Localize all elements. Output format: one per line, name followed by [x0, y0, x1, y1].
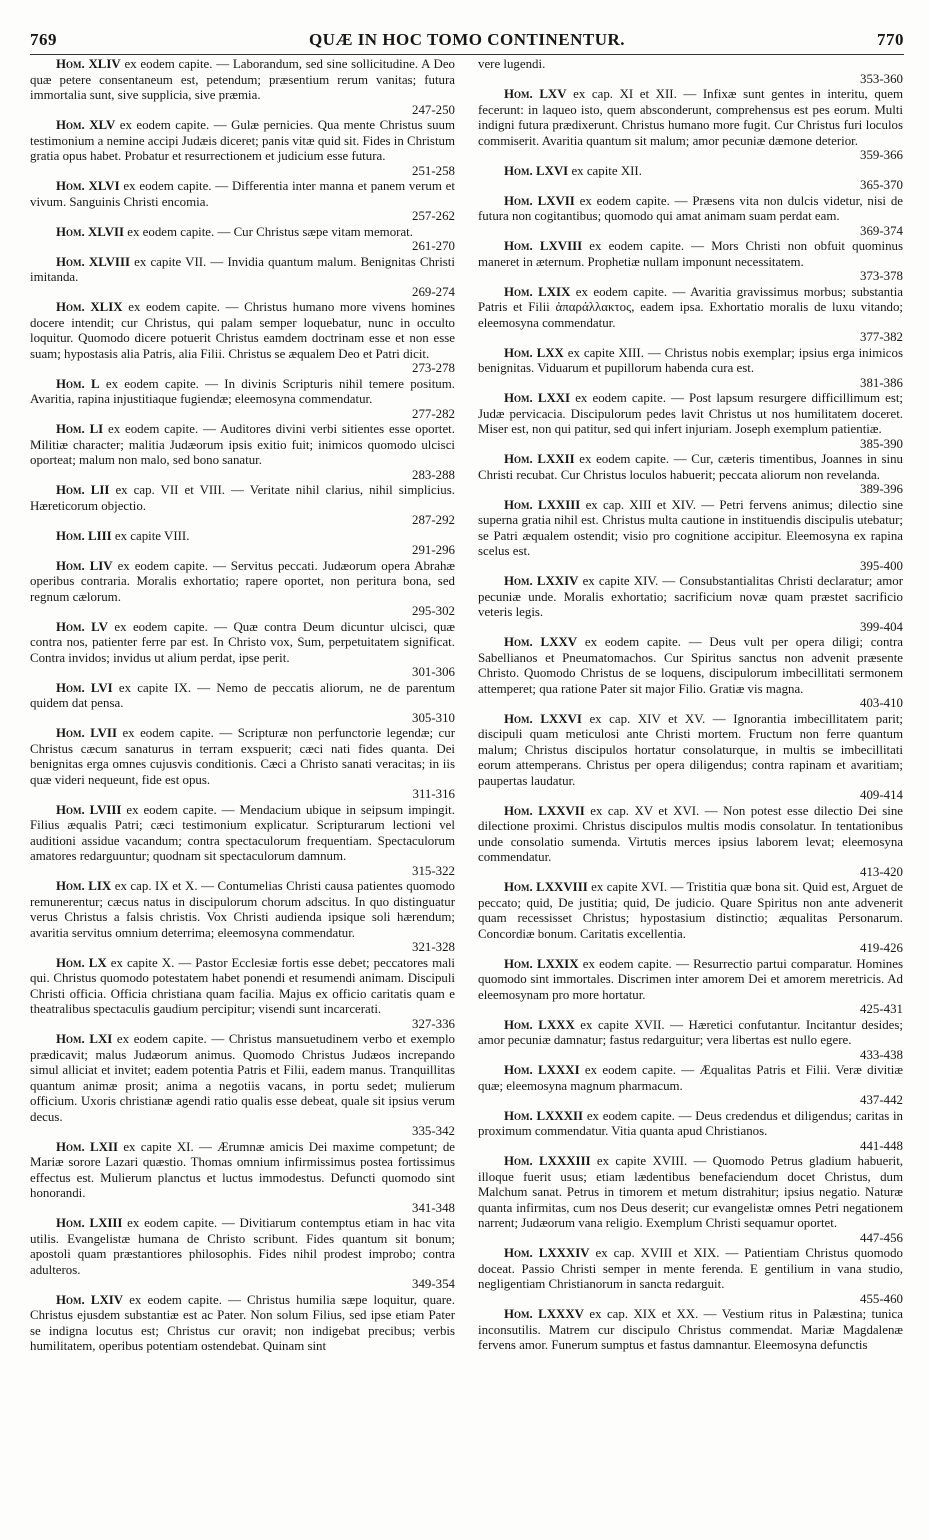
homily-label: Hom. LXXXIII	[504, 1154, 591, 1168]
homily-entry	[478, 1246, 903, 1307]
homily-entry	[478, 498, 903, 575]
homily-entry	[30, 1140, 455, 1217]
homily-summary: ex capite XI. — Ærumnæ amicis Dei maxime competunt; de Mariæ sorore Lazari quæstio. Thomas omnium infirmissimus postea fortissimus effectus est. Mulierum planctus et luctus immodestus. Defuncti quomodo sint honorandi.	[30, 1139, 455, 1200]
homily-label: Hom. LXIV	[56, 1292, 124, 1307]
homily-label: Hom. LXVII	[504, 193, 575, 208]
homily-summary: ex capite XIV. — Consubstantialitas Christi declaratur; amor pecuniæ unde. Moralis exhortatio; sacrificium novæ quam præstet sacrificio veteris legis.	[478, 574, 903, 619]
homily-label: Hom. LXXII	[504, 452, 575, 466]
homily-entry	[30, 1293, 455, 1355]
homily-summary: ex cap. XV et XVI. — Non potest esse dilectio Dei sine dilectione proximi. Christus discipulos multis modis consolatur. In tentationibus unde consolatio sumenda. Virtutis merces ipsius laborem levat; eleemosyna commendatur.	[478, 803, 903, 864]
homily-label: Hom. LXXVIII	[504, 880, 588, 894]
page-range: 455-460	[860, 1291, 903, 1306]
homily-summary: ex eodem capite. — Præsens vita non dulcis videtur, nisi de futura non cogitantibus; quomodo qui amat animam suam perdat eam.	[478, 193, 903, 223]
homily-label: Hom. L	[56, 376, 100, 391]
homily-summary: ex eodem capite. — Differentia inter manna et panem verum et vivum. Sanguinis Christi encomia.	[30, 179, 455, 209]
homily-summary: ex eodem capite. — Mendacium ubique in seipsum impingit. Filius æqualis Patri; cæci testimonium explicatur. Scripturarum lectioni vel auditioni assidue vacandum; contra spectaculorum frequentiam. Spectaculorum amatores redarguuntur; quodnam sit spectaculorum damnum.	[30, 802, 455, 863]
homily-entry	[478, 57, 903, 87]
homily-summary: ex cap. XIII et XIV. — Petri fervens animus; dilectio sine superna gratia nihil est. Christus multa cautione in instituendis discipulis utebatur; se Patri æqualem ostendit; visio pro cognitione accipitur. Eleemosyna ex rapina scelus est.	[478, 497, 903, 558]
homily-summary: ex eodem capite. — Laborandum, sed sine sollicitudine. A Deo quæ petere consentaneum est, petendum; præsentium rerum vanitas; futura immortalia sunt, sive supplicia, sive præmia.	[30, 57, 455, 102]
page-range: 389-396	[860, 482, 903, 496]
page-range: 447-456	[860, 1230, 903, 1245]
homily-summary: ex capite XVII. — Hæretici confutantur. Incitantur desides; amor pecuniæ damnatur; fastus redarguitur; vera libertas est nullo egere.	[478, 1017, 903, 1047]
homily-summary: ex capite XII.	[571, 163, 642, 178]
homily-summary: ex eodem capite. — Resurrectio partui comparatur. Homines quomodo sint immortales. Discrimen inter amorem Dei et amorem meretricis. Ad eleemosynam pro more hortatur.	[478, 956, 903, 1002]
page-range: 251-258	[412, 163, 455, 178]
homily-summary: ex eodem capite. — Auditores divini verbi sitientes esse oportet. Militiæ character; malitia Judæorum ipsis exitio fuit; inimicos quomodo ulcisci oporteat; malum non malo, sed bono sanatur.	[30, 422, 455, 467]
homily-entry	[478, 452, 903, 498]
page-range: 291-296	[412, 543, 455, 557]
homily-label: Hom. LI	[56, 422, 104, 436]
homily-label: Hom. LXVI	[504, 163, 569, 178]
homily-entry	[478, 194, 903, 240]
page-range: 321-328	[412, 940, 455, 954]
homily-entry	[30, 559, 455, 620]
homily-entry	[478, 957, 903, 1018]
header-rule	[30, 54, 904, 55]
homily-label: Hom. XLIV	[56, 57, 121, 71]
homily-label: Hom. LXXV	[504, 635, 578, 649]
page-range: 373-378	[860, 269, 903, 283]
homily-entry	[478, 635, 903, 712]
homily-summary: ex capite X. — Pastor Ecclesiæ fortis esse debet; peccatores mali qui. Christus quomodo potestatem habet ponendi et resumendi animam. Discipuli Christi officia. Officia christiana quam facilia. Majus ex officio caritatis quam e theatralibus spectaculis gaudium percipitur; visendi sunt incarcerati.	[30, 955, 456, 1016]
homily-entry	[478, 804, 903, 881]
homily-entry	[478, 346, 903, 392]
homily-summary: ex eodem capite. — Avaritia gravissimus morbus; substantia Patris et Filii ἀπαράλλακτος, eadem ipsa. Exhortatio moralis de luxu vitando; eleemosyna commendatur.	[478, 284, 903, 330]
page-header	[30, 30, 904, 52]
homily-label: Hom. LXXXII	[504, 1108, 584, 1123]
homily-entry	[30, 377, 455, 423]
page-range: 301-306	[412, 665, 455, 679]
homily-summary: ex cap. XIX et XX. — Vestium ritus in Palæstina; tunica inconsutilis. Matrem cur discipulo Christus commendat. Mariæ Magdalenæ fervens amor. Funerum sumptus et fastus damnantur. Eleemosyna defunctis	[478, 1307, 903, 1352]
homily-entry	[30, 483, 455, 529]
homily-label: Hom. LXIII	[56, 1216, 123, 1230]
homily-summary: ex eodem capite. — Divitiarum contemptus etiam in hac vita utilis. Evangelistæ humana de Christo scribunt. Fides quantum sit bonum; apostoli quam præstantiores philosophis. Fides nihil prodest improbo; contra adulteros.	[30, 1216, 455, 1277]
homily-label: Hom. LXXIII	[504, 497, 581, 512]
homily-summary: ex capite VIII.	[114, 528, 190, 543]
homily-label: Hom. LXXVI	[504, 711, 582, 726]
homily-summary: ex cap. XVIII et XIX. — Patientiam Christus quomodo doceat. Passio Christi semper in mente ferenda. E gentilium in vana studio, negligentiam Christianorum in sancta redarguit.	[478, 1246, 903, 1291]
homily-label: Hom. LII	[56, 483, 110, 497]
homily-label: Hom. LIX	[56, 879, 112, 893]
homily-summary: ex eodem capite. — Post lapsum resurgere difficillimum est; Judæ pervicacia. Discipulorum pedes lavit Christus ut nos humilitatem doceret. Miser est, non qui patitur, sed qui infert injuriam. Joseph exemplum patientiæ.	[478, 391, 903, 436]
homily-entry	[478, 1307, 903, 1354]
page-range: 295-302	[412, 604, 455, 618]
homily-entry	[478, 285, 903, 346]
page-range: 359-366	[860, 148, 903, 162]
page-range: 385-390	[860, 436, 903, 451]
homily-entry	[30, 225, 455, 255]
page-range: 311-316	[412, 787, 455, 801]
homily-summary: ex cap. IX et X. — Contumelias Christi causa patientes quomodo remunerentur; cæcus natus in discipulorum chorum adscitus. In quo distinguatur verus Christus a falsis christis. Vox Christi audienda ipsique soli hærendum; avaritia servitus omnium deterrima; eleemosyna commendatur.	[30, 879, 455, 940]
homily-summary: ex capite XIII. — Christus nobis exemplar; ipsius erga inimicos benignitas. Viduarum et pupillorum habenda cura est.	[478, 345, 903, 375]
page-range: 315-322	[412, 863, 455, 878]
homily-entry	[478, 712, 903, 804]
homily-summary: ex eodem capite. — Deus vult per opera diligi; contra Sabellianos et Pneumatomachos. Cur Spiritus sanctus non advenit præsente Christo. Quomodo Christus de se loquens, discipulorum imbecillitati sermonem attemperet; qua ratione Pater sit major Filio. Gratiæ vis magna.	[478, 635, 903, 696]
homily-summary: ex eodem capite. — Deus credendus et diligendus; caritas in proximum commendatur. Vitia quanta apud Christianos.	[478, 1108, 904, 1138]
homily-label: Hom. XLIX	[56, 300, 123, 314]
page-range: 395-400	[860, 558, 903, 573]
page-range: 277-282	[412, 406, 455, 421]
page-range: 269-274	[412, 284, 455, 299]
homily-entry	[30, 118, 455, 179]
homily-summary: ex eodem capite. — Quæ contra Deum dicuntur ulcisci, quæ contra nos, patienter ferre par est. In Christo vox, Sum, perpetuitatem significat. Contra invidos; invidus ut alium perdat, ipse perit.	[30, 619, 455, 665]
homily-summary: ex eodem capite. — Scripturæ non perfunctorie legendæ; cur Christus cæcum sanaturus in terram exspuerit; cæci nati fides quanta. Dei benignitas erga omnes cujusvis conditionis. Cæci a Christo sanati veracitas; in iis quæ videri nequeunt, fide est opus.	[30, 726, 455, 787]
page-range: 273-278	[412, 361, 455, 375]
homily-entry	[30, 179, 455, 225]
homily-entry	[478, 1154, 903, 1246]
homily-label: Hom. LIII	[56, 528, 112, 543]
homily-summary: ex capite XVIII. — Quomodo Petrus gladium habuerit, illoque fuerit usus; etiam lædentibus benefaciendum docet Christus, dum Malchum sanat. Petrus in timorem et metum distrahitur; ipsius negatio. Naturæ quanta infirmitas, cum nos Deus deserit; cur evangelistæ omnes Petri negationem narrent; Judæorum vana religio. Exemplum Christi sequamur oportet.	[478, 1154, 903, 1230]
homily-entry	[478, 880, 903, 957]
page-range: 419-426	[860, 941, 903, 955]
homily-entry	[478, 239, 903, 285]
homily-label: Hom. LXXVII	[504, 803, 585, 818]
homily-summary: ex cap. XI et XII. — Infixæ sunt gentes in interitu, quem fecerunt: in laqueo isto, quem absconderunt, comprehensus est pes eorum. Multi indigni futura prædixerunt. Christus humano more fugit. Cur Christus furi loculos commiserit. Avaritia quantum sit malum; amor pecuniæ dæmone deterior.	[478, 87, 903, 148]
page-range: 365-370	[860, 178, 903, 192]
homily-entry	[478, 1018, 903, 1064]
page-range: 437-442	[860, 1093, 903, 1107]
left-page-number: 769	[30, 30, 57, 49]
homily-label: Hom. LX	[56, 955, 107, 970]
page-range: 287-292	[412, 513, 455, 527]
homily-entry	[30, 620, 455, 681]
homily-entry	[478, 574, 903, 635]
homily-summary: ex capite IX. — Nemo de peccatis aliorum, ne de parentum quidem dat pensa.	[30, 680, 455, 710]
homily-entry	[478, 87, 903, 164]
homily-summary: ex eodem capite. — Servitus peccati. Judæorum opera Abrahæ operibus contraria. Moralis exhortatio; rapere oportet, non peritura bona, sed regnum cælorum.	[30, 558, 455, 604]
homily-summary: ex eodem capite. — Æqualitas Patris et Filii. Veræ divitiæ quæ; eleemosyna magnum pharmacum.	[478, 1063, 903, 1093]
right-column	[478, 57, 903, 1354]
homily-entry	[30, 803, 455, 880]
homily-label: Hom. LXXX	[504, 1017, 575, 1032]
homily-entry	[30, 255, 455, 301]
homily-entry	[478, 1109, 903, 1155]
homily-summary: ex eodem capite. — Cur Christus sæpe vitam memorat.	[127, 224, 413, 239]
homily-label: Hom. LXXXI	[504, 1063, 580, 1077]
page-range: 341-348	[412, 1200, 455, 1215]
homily-label: Hom. LVIII	[56, 802, 122, 817]
page-range: 433-438	[860, 1047, 903, 1062]
homily-entry	[478, 164, 903, 194]
homily-summary: ex eodem capite. — Christus humilia sæpe loquitur, quare. Christus ejusdem substantiæ est ac Pater. Non solum Filius, sed ipse etiam Pater se indigna locutus est; Christus cur oravit; non indigebat precibus; verbis humilitatem, operibus potentiam ostendebat. Quinam sint	[30, 1292, 455, 1353]
homily-label: Hom. LXV	[504, 87, 567, 101]
page-range: 305-310	[412, 710, 455, 725]
homily-summary: vere lugendi.	[478, 57, 546, 71]
homily-summary: ex eodem capite. — Mors Christi non obfuit quominus maneret in æternum. Prophetiæ nullam imponunt necessitatem.	[478, 239, 903, 269]
homily-entry	[478, 1063, 903, 1109]
homily-entry	[30, 1216, 455, 1293]
homily-label: Hom. LXX	[504, 345, 564, 360]
page-range: 381-386	[860, 375, 903, 390]
page-range: 441-448	[860, 1138, 903, 1153]
homily-label: Hom. LXXIX	[504, 956, 579, 971]
page-range: 409-414	[860, 788, 903, 802]
homily-entry	[30, 1032, 455, 1140]
homily-summary: ex capite XVI. — Tristitia quæ bona sit. Quid est, Arguet de peccato; quid, De justitia; quid, De judicio. Quare Spiritus non ante advenerit quam recessisset Christus; hypostasium distinctio; æqualitas Personarum. Concordiæ bonum. Caritatis excellentia.	[478, 880, 904, 941]
page-range: 335-342	[412, 1124, 455, 1138]
homily-summary: ex capite VII. — Invidia quantum malum. Benignitas Christi imitanda.	[30, 254, 455, 284]
page-range: 369-374	[860, 223, 903, 238]
homily-label: Hom. LXIX	[504, 284, 571, 299]
page-range: 283-288	[412, 467, 455, 482]
homily-label: Hom. LXI	[56, 1032, 113, 1046]
homily-label: Hom. LXVIII	[504, 239, 583, 253]
homily-summary: ex eodem capite. — In divinis Scripturis nihil temere positum. Avaritia, rapina injustitiaque fugiendæ; eleemosyna commendatur.	[30, 376, 455, 406]
homily-entry	[30, 956, 455, 1033]
homily-entry	[478, 391, 903, 452]
homily-label: Hom. LVII	[56, 726, 117, 740]
homily-entry	[30, 57, 455, 118]
homily-label: Hom. LXXXV	[504, 1307, 584, 1321]
homily-summary: ex cap. VII et VIII. — Veritate nihil clarius, nihil simplicius. Hæreticorum objectio.	[30, 483, 455, 513]
right-page-number: 770	[877, 30, 904, 49]
homily-label: Hom. XLV	[56, 118, 116, 132]
page-range: 327-336	[412, 1016, 455, 1031]
homily-label: Hom. XLVII	[56, 224, 125, 239]
page-range: 377-382	[860, 330, 903, 344]
running-title: QUÆ IN HOC TOMO CONTINENTUR.	[308, 30, 626, 49]
page-range: 403-410	[860, 696, 903, 710]
homily-summary: ex eodem capite. — Christus humano more vivens homines docere intendit; cur Christus, qui palam semper loquebatur, nunc in occulto loquitur. Quomodo dicere potuerit Christus eamdem doctrinam esse et non esse suam; hypostasis alia Patris, alia Filii. Christus se æqualem Deo et Patri dicit.	[30, 300, 455, 361]
homily-label: Hom. LXXXIV	[504, 1246, 590, 1260]
page-range: 257-262	[412, 209, 455, 223]
page-range: 247-250	[412, 102, 455, 117]
homily-summary: ex cap. XIV et XV. — Ignorantia imbecillitatem parit; discipuli quam meticulosi ante Christi mortem. Fructum non ferre quantum malum; Christus discipulos hortatur consolaturque, in multis se imbecillitati eorum attemperans. Christus per opera diligendus; contra rapinam et avaritiam; paupertas laudatur.	[478, 711, 903, 788]
homily-entry	[30, 726, 455, 803]
homily-label: Hom. LV	[56, 619, 108, 634]
homily-label: Hom. LXXIV	[504, 574, 579, 588]
page-range: 261-270	[412, 239, 455, 253]
homily-entry	[30, 422, 455, 483]
homily-label: Hom. LXII	[56, 1139, 118, 1154]
homily-entry	[30, 879, 455, 956]
page-range: 413-420	[860, 864, 903, 879]
homily-summary: ex eodem capite. — Gulæ pernicies. Qua mente Christus suum testimonium a nemine accipi Judæis diceret; panis vitæ quid sit. Fides in Christum gratia opus habet. Probatur et resurrectionem et judicium esse futura.	[30, 118, 456, 163]
homily-label: Hom. XLVI	[56, 179, 120, 193]
page-range: 425-431	[860, 1002, 903, 1016]
homily-summary: ex eodem capite. — Christus mansuetudinem verbo et exemplo prædicavit; malus Judæorum animus. Quomodo Christus Judæos increpando simul alliciat et invitet; eadem potentia Patris et Filii, eadem manus. Tranquillitas quantum animæ prosit; anima a negotiis vacans, in portu sedet; mulierum officium. Uxoris christianæ agendi ratio qualis esse debeat, quale sit ipsius verum decus.	[30, 1032, 455, 1124]
homily-summary: ex eodem capite. — Cur, cæteris timentibus, Joannes in sinu Christi recubat. Cur Christus loculos habuerit; peccata aliorum non revelanda.	[478, 452, 903, 482]
left-column	[30, 57, 455, 1355]
homily-entry	[30, 529, 455, 559]
page-range: 349-354	[412, 1277, 455, 1291]
homily-entry	[30, 681, 455, 727]
homily-label: Hom. XLVIII	[56, 254, 130, 269]
page-range: 353-360	[860, 71, 903, 86]
homily-label: Hom. LXXI	[504, 391, 571, 405]
homily-label: Hom. LIV	[56, 558, 113, 573]
page-range: 399-404	[860, 619, 903, 634]
homily-label: Hom. LVI	[56, 680, 113, 695]
homily-entry	[30, 300, 455, 377]
